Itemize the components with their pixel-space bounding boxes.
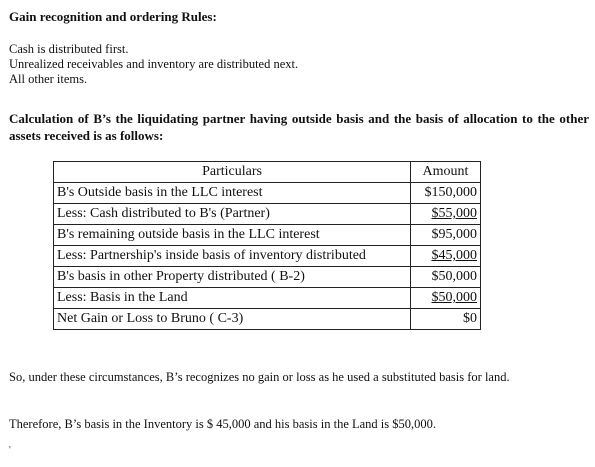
particular-cell: Less: Cash distributed to B's (Partner)	[54, 204, 411, 225]
table-header-row	[54, 162, 481, 183]
amount-cell: $95,000	[411, 225, 481, 246]
section-heading: Gain recognition and ordering Rules:	[9, 9, 217, 24]
header-amount: Amount	[411, 162, 481, 183]
amount-value: $45,000	[431, 248, 477, 263]
table-row	[54, 288, 481, 309]
table-row	[54, 246, 481, 267]
amount-cell	[411, 204, 481, 225]
conclusion-paragraph: So, under these circumstances, B’s recognizes no gain or loss as he used a substituted basis for land.	[9, 370, 510, 384]
amount-cell: $50,000	[411, 267, 481, 288]
amount-cell	[411, 246, 481, 267]
table-row	[54, 267, 481, 288]
particular-cell: B's basis in other Property distributed ( B-2)	[54, 267, 411, 288]
particular-cell: Less: Partnership's inside basis of inventory distributed	[54, 246, 411, 267]
basis-calculation-table	[53, 161, 481, 330]
amount-cell: $150,000	[411, 183, 481, 204]
calculation-intro: Calculation of B’s the liquidating partner having outside basis and the basis of allocation to the other assets received is as follows:	[9, 111, 589, 143]
particular-cell: B's Outside basis in the LLC interest	[54, 183, 411, 204]
table-row	[54, 204, 481, 225]
rule-item: All other items.	[9, 72, 88, 86]
amount-cell	[411, 288, 481, 309]
rule-item: Unrealized receivables and inventory are distributed next.	[9, 57, 299, 71]
particular-cell: Net Gain or Loss to Bruno ( C-3)	[54, 309, 411, 330]
particular-cell: Less: Basis in the Land	[54, 288, 411, 309]
table-row	[54, 183, 481, 204]
amount-cell: $0	[411, 309, 481, 330]
particular-cell: B's remaining outside basis in the LLC interest	[54, 225, 411, 246]
stray-mark: '	[9, 445, 11, 456]
table-row	[54, 309, 481, 330]
ordering-rules-list	[9, 42, 298, 87]
amount-value: $55,000	[431, 206, 477, 221]
table-row	[54, 225, 481, 246]
header-particulars: Particulars	[54, 162, 411, 183]
amount-value: $50,000	[431, 290, 477, 305]
rule-item: Cash is distributed first.	[9, 42, 129, 56]
therefore-paragraph: Therefore, B’s basis in the Inventory is $ 45,000 and his basis in the Land is $50,000.	[9, 417, 437, 431]
